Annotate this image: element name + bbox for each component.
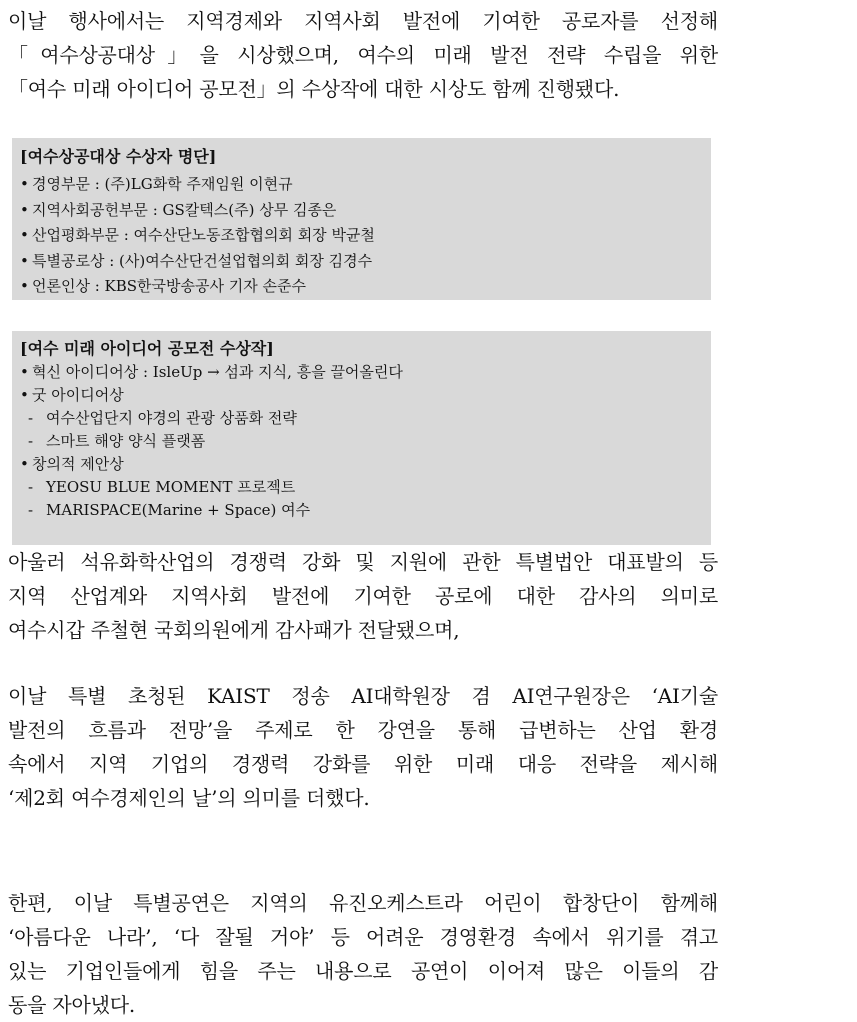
text-line: ‘아름다운 나라’, ‘다 잘될 거야’ 등 어려운 경영환경 속에서 위기를 겪고 [8, 925, 718, 949]
list-item [20, 453, 703, 476]
text-line: 이날 특별 초청된 KAIST 정송 AI대학원장 겸 AI연구원장은 ‘AI기술 [8, 684, 718, 708]
lecture-paragraph [8, 679, 718, 815]
intro-paragraph [8, 4, 718, 106]
list-subitem [20, 407, 703, 430]
text-line: 한편, 이날 특별공연은 지역의 유진오케스트라 어린이 합창단이 함께해 [8, 891, 718, 915]
list-item [20, 384, 703, 407]
award-winners-box [12, 138, 711, 300]
thanks-paragraph [8, 545, 718, 647]
list-item-text: 굿 아이디어상 [32, 386, 124, 404]
text-line: 여수시갑 주철현 국회의원에게 감사패가 전달됐으며, [8, 618, 460, 642]
bullet-icon: • [20, 226, 29, 244]
idea-contest-box [12, 331, 711, 545]
bullet-icon: • [20, 363, 29, 381]
list-subitem [20, 476, 703, 499]
bullet-icon: • [20, 455, 29, 473]
text-line: 있는 기업인들에게 힘을 주는 내용으로 공연이 이어져 많은 이들의 감 [8, 959, 718, 983]
text-line: 발전의 흐름과 전망’을 주제로 한 강연을 통해 급변하는 산업 환경 [8, 718, 718, 742]
bullet-icon: • [20, 277, 29, 295]
list-item-text: 창의적 제안상 [32, 455, 124, 473]
list-item-text: 경영부문 : (주)LG화학 주재임원 이현규 [32, 175, 293, 193]
performance-paragraph [8, 886, 718, 1022]
bullet-icon: • [20, 251, 29, 270]
idea-list [20, 361, 703, 522]
text-line: 속에서 지역 기업의 경쟁력 강화를 위한 미래 대응 전략을 제시해 [8, 752, 718, 776]
award-box-title: [여수상공대상 수상자 명단] [20, 147, 217, 166]
bullet-icon: • [20, 386, 29, 404]
list-item-text: 여수산업단지 야경의 관광 상품화 전략 [46, 409, 297, 427]
dash-icon: - [28, 478, 34, 496]
text-line: 이날 행사에서는 지역경제와 지역사회 발전에 기여한 공로자를 선정해 [8, 9, 718, 33]
text-line: 지역 산업계와 지역사회 발전에 기여한 공로에 대한 감사의 의미로 [8, 584, 718, 608]
idea-box-title: [여수 미래 아이디어 공모전 수상작] [20, 339, 274, 358]
list-item [20, 274, 703, 300]
list-item [20, 223, 703, 249]
list-item-text: MARISPACE(Marine + Space) 여수 [46, 501, 311, 519]
list-item-text: 혁신 아이디어상 : IsleUp → 섬과 지식, 흥을 끌어올린다 [32, 363, 403, 381]
text-line: ‘제2회 여수경제인의 날’의 의미를 더했다. [8, 786, 370, 810]
text-line: 아울러 석유화학산업의 경쟁력 강화 및 지원에 관한 특별법안 대표발의 등 [8, 550, 718, 574]
list-item [20, 249, 703, 275]
list-item-text: YEOSU BLUE MOMENT 프로젝트 [46, 478, 296, 496]
list-item [20, 172, 703, 198]
bullet-icon: • [20, 175, 29, 193]
list-item-text: 특별공로상 : (사)여수산단건설업협의회 회장 김경수 [32, 251, 373, 270]
list-item-text: 산업평화부문 : 여수산단노동조합협의회 회장 박균철 [32, 226, 375, 244]
award-list [20, 172, 703, 300]
list-item-text: 스마트 해양 양식 플랫폼 [46, 432, 206, 450]
dash-icon: - [28, 409, 34, 427]
dash-icon: - [28, 501, 34, 519]
text-line: 「여수 미래 아이디어 공모전」의 수상작에 대한 시상도 함께 진행됐다. [8, 77, 620, 101]
list-item [20, 361, 703, 384]
list-item [20, 198, 703, 224]
text-line: 「여수상공대상」을 시상했으며, 여수의 미래 발전 전략 수립을 위한 [8, 43, 718, 67]
text-line: 동을 자아냈다. [8, 993, 136, 1017]
bullet-icon: • [20, 200, 29, 219]
list-subitem [20, 430, 703, 453]
list-item-text: 지역사회공헌부문 : GS칼텍스(주) 상무 김종은 [32, 200, 337, 219]
dash-icon: - [28, 432, 34, 450]
list-subitem [20, 499, 703, 522]
list-item-text: 언론인상 : KBS한국방송공사 기자 손준수 [32, 277, 306, 295]
